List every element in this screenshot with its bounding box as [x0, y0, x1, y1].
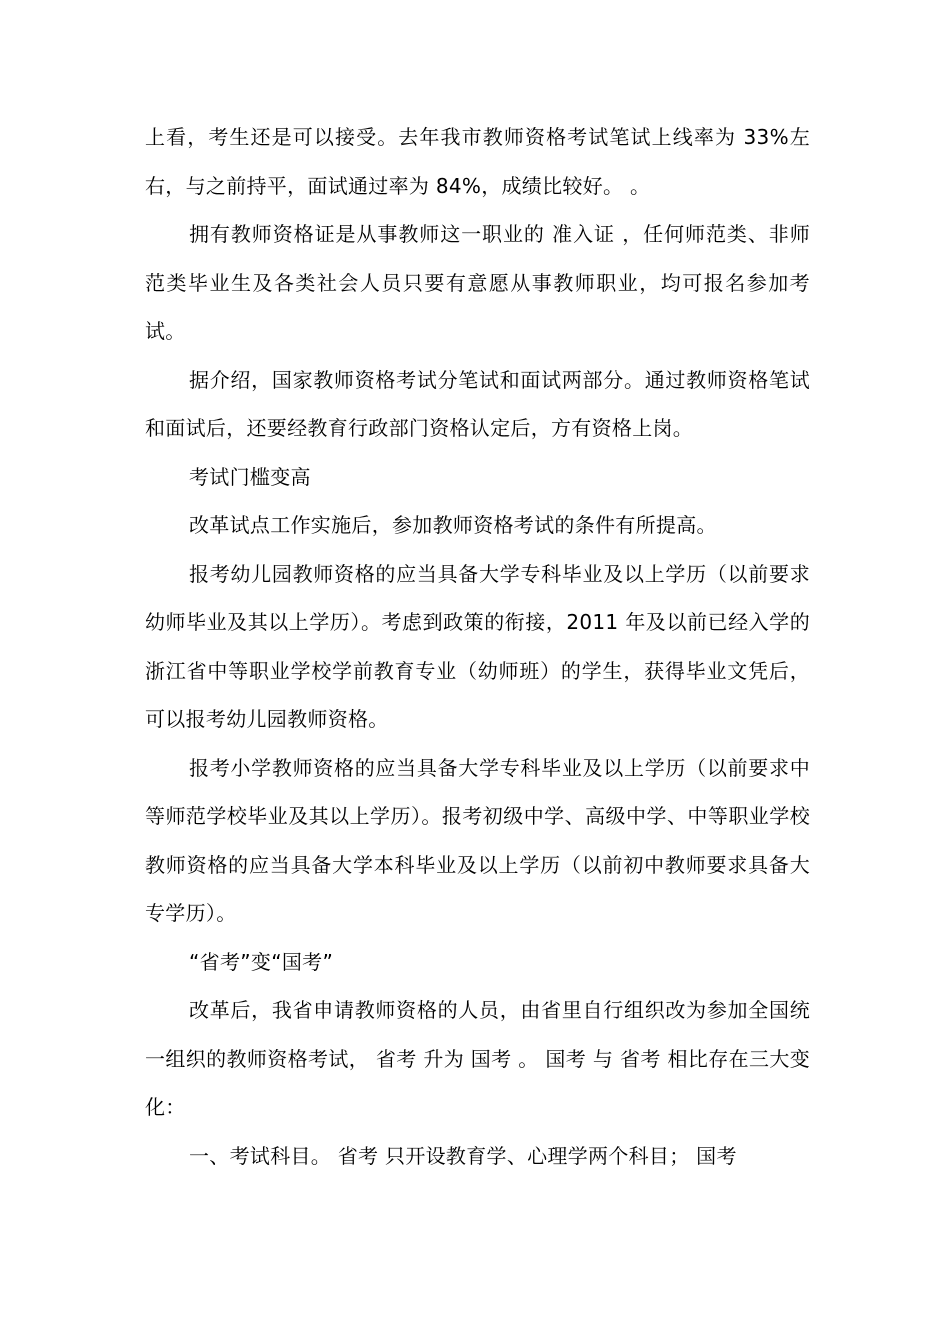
paragraph-school-requirements: 报考小学教师资格的应当具备大学专科毕业及以上学历（以前要求中等师范学校毕业及其以上学历）。报考初级中学、高级中学、中等职业学校教师资格的应当具备大学本科毕业及以上学历（以前初中教师要求具备大专学历）。 — [145, 755, 810, 925]
document-page — [145, 113, 810, 1180]
paragraph-exam-subjects: 一、考试科目。 省考 只开设教育学、心理学两个科目； 国考 — [189, 1143, 737, 1168]
section-heading-national-exam: “省考”变“国考” — [189, 949, 334, 974]
section-heading-threshold: 考试门槛变高 — [189, 464, 311, 489]
paragraph-reform-changes: 改革后，我省申请教师资格的人员，由省里自行组织改为参加全国统一组织的教师资格考试， 省考 升为 国考 。 国考 与 省考 相比存在三大变化： — [145, 998, 810, 1119]
paragraph-exam-pass-rate: 上看，考生还是可以接受。去年我市教师资格考试笔试上线率为 33%左右，与之前持平，面试通过率为 84%，成绩比较好。 。 — [145, 125, 810, 198]
paragraph-conditions-raised: 改革试点工作实施后，参加教师资格考试的条件有所提高。 — [189, 513, 717, 537]
paragraph-exam-structure: 据介绍，国家教师资格考试分笔试和面试两部分。通过教师资格笔试和面试后，还要经教育行政部门资格认定后，方有资格上岗。 — [145, 367, 810, 440]
paragraph-certificate-entry: 拥有教师资格证是从事教师这一职业的 准入证 ，任何师范类、非师范类毕业生及各类社会人员只要有意愿从事教师职业，均可报名参加考试。 — [145, 222, 810, 343]
paragraph-kindergarten-requirements: 报考幼儿园教师资格的应当具备大学专科毕业及以上学历（以前要求幼师毕业及其以上学历）。考虑到政策的衔接，2011 年及以前已经入学的浙江省中等职业学校学前教育专业（幼师班）的学生，获得毕业文凭后，可以报考幼儿园教师资格。 — [145, 561, 810, 731]
